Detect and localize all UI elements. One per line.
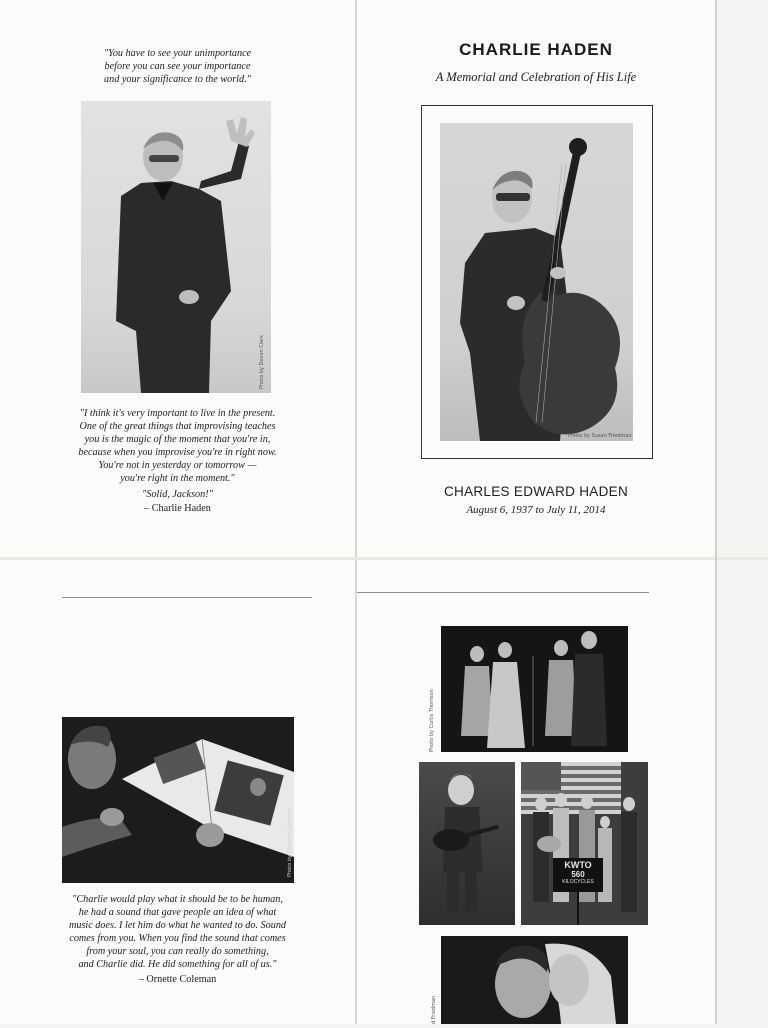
photo-credit: d Friedman (431, 995, 437, 1024)
photo-credit: Photo by Devardo Coleman (287, 808, 293, 877)
main-quote-line: You're not in yesterday or tomorrow — (98, 460, 257, 472)
main-quote-line: One of the great things that improvising teaches (79, 421, 276, 433)
book-scene-illustration (62, 717, 294, 883)
page-bottom-left (0, 560, 355, 1024)
bass-player-illustration (440, 123, 633, 441)
main-quote-line: you're right in the moment." (120, 473, 235, 485)
ornette-quote-line: from your soul, you can really do something, (86, 946, 269, 958)
photo-credit: Photo by Susan Friedman (568, 433, 632, 439)
page-fold-horizontal (0, 557, 768, 560)
ornette-quote-line: comes from you. When you find the sound that comes (69, 933, 286, 945)
ornette-quote-line: he had a sound that gave people an idea of what (78, 907, 277, 919)
radio-sign-unit: KILOCYCLES (562, 879, 594, 885)
portrait-photo-gesturing (81, 101, 271, 393)
stage-illustration (441, 626, 628, 752)
ornette-quote-line: and Charlie did. He did something for all of us." (78, 959, 277, 971)
quote-signature: – Charlie Haden (144, 503, 211, 514)
memorial-subtitle: A Memorial and Celebration of His Life (435, 70, 637, 84)
photo-book-viewing (62, 717, 294, 883)
ornette-quote-line: "Charlie would play what it should be to be human, (72, 894, 283, 905)
child-guitar-photo (419, 762, 515, 925)
ornette-quote (40, 893, 315, 972)
embrace-illustration (441, 936, 628, 1024)
exclamation: "Solid, Jackson!" (142, 489, 213, 500)
portrait-photo-with-bass (440, 123, 633, 441)
main-quote-line: you is the magic of the moment that you're in, (84, 434, 271, 446)
right-sheet-edge (715, 0, 717, 1024)
top-rule (357, 592, 649, 593)
opening-quote-line: and your significance to the world." (104, 74, 251, 86)
top-rule (62, 597, 312, 598)
page-bottom-right (357, 560, 717, 1024)
page-top-right (357, 0, 715, 557)
opening-quote-line: "You have to see your unimportance (103, 48, 252, 59)
page-fold-vertical (355, 0, 357, 1024)
radio-sign (553, 860, 603, 886)
ornette-quote-line: music does. I let him do what he wanted to do. Sound (68, 920, 287, 932)
child-illustration (419, 762, 515, 925)
photo-credit: Photo by Devon Clark (259, 334, 265, 389)
opening-quote-line: before you can see your importance (104, 61, 251, 73)
quote-signature: – Ornette Coleman (138, 974, 217, 985)
life-dates: August 6, 1937 to July 11, 2014 (466, 504, 606, 516)
page-top-left (0, 0, 355, 557)
main-quote-line: "I think it's very important to live in the present. (79, 408, 276, 419)
main-quote (30, 407, 325, 486)
radio-family-illustration (521, 762, 648, 925)
full-name: CHARLES EDWARD HADEN (443, 484, 629, 499)
figure-illustration (81, 101, 271, 393)
family-radio-photo (521, 762, 648, 925)
photo-frame (421, 105, 653, 459)
memorial-title: CHARLIE HADEN (459, 40, 613, 59)
radio-sign-frequency: 560 (571, 870, 585, 879)
embrace-photo (431, 936, 628, 1024)
family-stage-photo (429, 626, 628, 752)
opening-quote (40, 47, 315, 86)
radio-sign-callsign: KWTO (564, 860, 592, 870)
photo-credit: Photo by Curtis Thomson (429, 689, 435, 752)
main-quote-line: because when you improvise you're in right now. (78, 447, 277, 459)
